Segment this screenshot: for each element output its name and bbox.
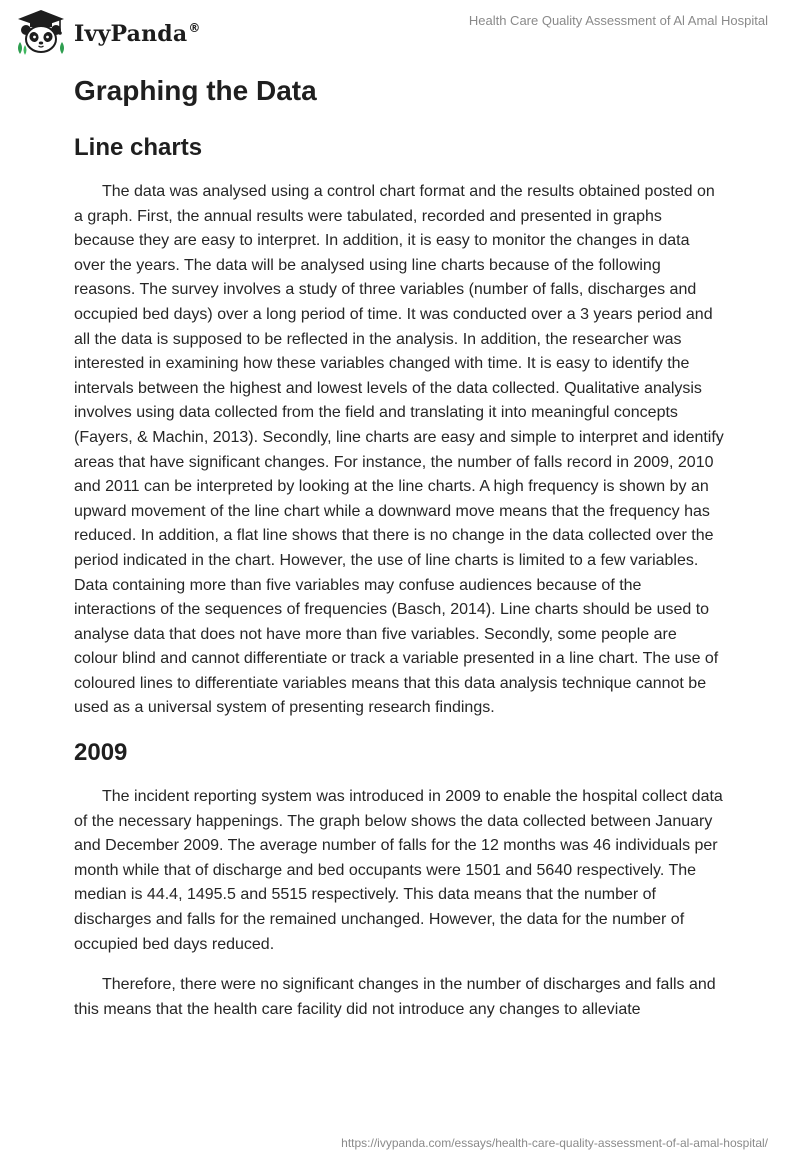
section-heading-2009: 2009 xyxy=(74,739,128,767)
registered-mark: ® xyxy=(188,21,201,35)
page-title: Graphing the Data xyxy=(74,75,317,106)
panda-graduate-icon xyxy=(14,8,68,56)
logo-wordmark xyxy=(74,21,201,47)
page-header xyxy=(0,0,800,70)
section-heading-line-charts: Line charts xyxy=(74,134,203,161)
paragraph-line-charts: The data was analysed using a control chart format and the results obtained posted on a graph. First, the annual results were tabulated, recorded and presented in graphs because they are easy to interpret. In addition, it is easy to monitor the changes in data over the years. The data will be analysed using line charts because of the following reasons. The survey involves a study of three variables (number of falls, discharges and occupied bed days) over a long period of time. It was conducted over a 3 years period and all the data is supposed to be reflected in the analysis. In addition, the researcher was interested in examining how these variables changed with time. It is easy to identify the intervals between the highest and lowest levels of the data collected. Qualitative analysis involves using data collected from the field and translating it into meaningful concepts (Fayers, & Machin, 2013). Secondly, line charts are easy and simple to interpret and identify areas that have significant changes. For instance, the number of falls record in 2009, 2010 and 2011 can be interpreted by looking at the line charts. A high frequency is shown by an upward movement of the line chart while a downward move means that the frequency has reduced. In addition, a flat line shows that there is no change in the data collected over the period indicated in the chart. However, the use of line charts is limited to a few variables. Data containing more than five variables may confuse audiences because of the interactions of the sequences of frequencies (Basch, 2014). Line charts should be used to analyse data that does not have more than five variables. Secondly, some people are colour blind and cannot differentiate or track a variable presented in a line chart. The use of coloured lines to differentiate variables means that this data analysis technique cannot be used as a universal system of presenting research findings. xyxy=(74,183,724,717)
article-body xyxy=(74,72,724,1038)
document-title: Health Care Quality Assessment of Al Amal Hospital xyxy=(468,13,768,28)
paragraph-2009-conclusion: Therefore, there were no significant changes in the number of discharges and falls and this means that the health care facility did not introduce any changes to alleviate xyxy=(74,976,716,1018)
paragraph-2009-incident-system: The incident reporting system was introduced in 2009 to enable the hospital collect data of the necessary happenings. The graph below shows the data collected between January and December 2009. The average number of falls for the 12 months was 46 individuals per month while that of discharge and bed occupants were 1501 and 5640 respectively. The median is 44.4, 1495.5 and 5515 respectively. This data means that the number of discharges and falls for the remained unchanged. However, the data for the number of occupied bed days reduced. xyxy=(74,788,723,953)
source-url[interactable]: https://ivypanda.com/essays/health-care-quality-assessment-of-al-amal-hospital/ xyxy=(341,1136,768,1150)
logo-wordmark-text: IvyPanda xyxy=(74,21,188,47)
ivypanda-logo[interactable] xyxy=(14,8,201,56)
